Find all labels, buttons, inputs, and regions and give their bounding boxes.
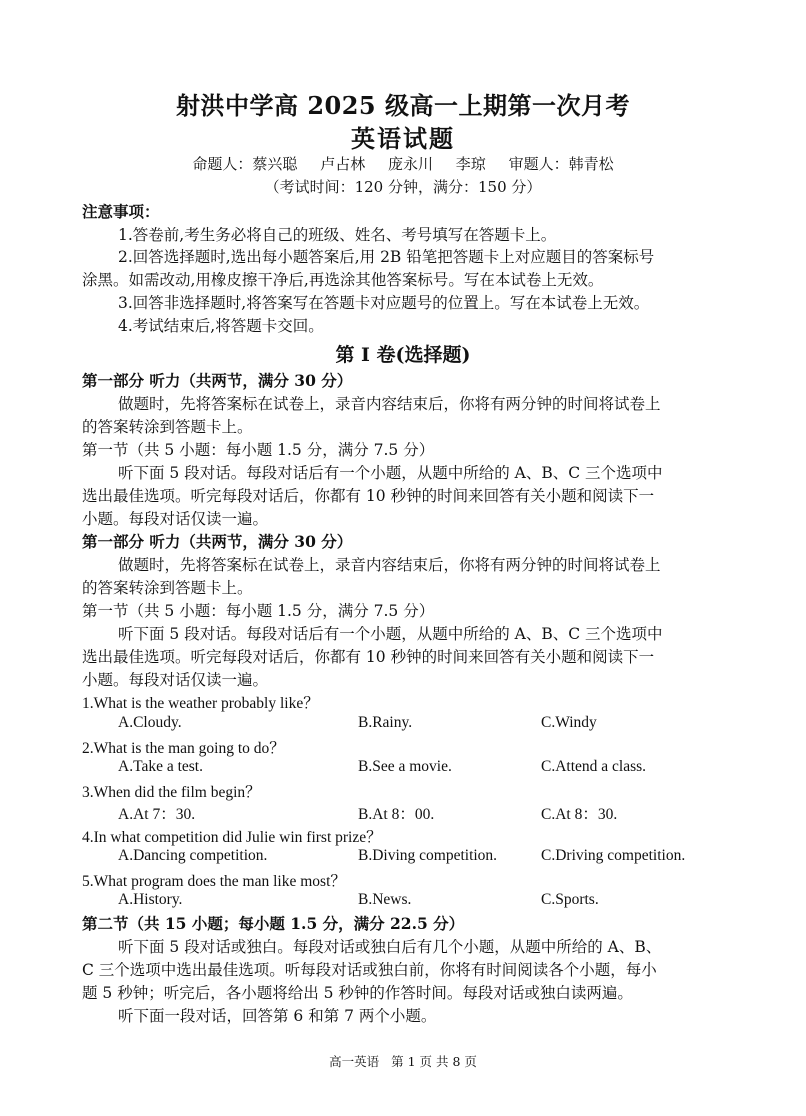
author-2: 卢占林: [320, 155, 366, 173]
question-4: 4.In what competition did Julie win first prize？: [82, 829, 382, 846]
option-a: A.History.: [118, 891, 183, 908]
option-b: B.News.: [358, 891, 412, 908]
option-a: A.Dancing competition.: [118, 847, 268, 864]
option-a: A.Take a test.: [118, 758, 203, 775]
section-desc: 小题。每段对话仅读一遍。: [82, 510, 269, 528]
section-desc: 题 5 秒钟；听完后，各小题将给出 5 秒钟的作答时间。每段对话或独白读两遍。: [82, 984, 633, 1002]
option-b: B.Diving competition.: [358, 847, 498, 864]
option-c: C.Windy: [541, 714, 597, 731]
option-b: B.At 8：00.: [358, 806, 435, 823]
option-a: A.Cloudy.: [118, 714, 182, 731]
exam-title: 射洪中学高 2025 级高一上期第一次月考: [175, 91, 630, 120]
footer-page-number: 第 1 页 共 8 页: [391, 1054, 477, 1069]
exam-time: （考试时间：120 分钟，满分：150 分）: [264, 178, 542, 196]
section-desc: 听下面 5 段对话。每段对话后有一个小题，从题中所给的 A、B、C 三个选项中: [118, 625, 663, 643]
question-1: 1.What is the weather probably like？: [82, 695, 319, 712]
author-1: 命题人：蔡兴聪: [192, 155, 298, 173]
note-item: 3.回答非选择题时,将答案写在答题卡对应题号的位置上。写在本试卷上无效。: [118, 294, 650, 312]
section-desc: 选出最佳选项。听完每段对话后，你都有 10 秒钟的时间来回答有关小题和阅读下一: [82, 487, 655, 505]
volume-heading: 第 I 卷(选择题): [335, 344, 471, 366]
notes-heading: 注意事项：: [82, 202, 160, 221]
option-a: A.At 7：30.: [118, 806, 196, 823]
part-desc: 做题时，先将答案标在试卷上，录音内容结束后，你将有两分钟的时间将试卷上: [118, 556, 661, 574]
option-c: C.At 8：30.: [541, 806, 618, 823]
note-item: 4.考试结束后,将答题卡交回。: [118, 317, 324, 335]
section-heading: 第一节（共 5 小题：每小题 1.5 分，满分 7.5 分）: [82, 441, 435, 459]
question-3: 3.When did the film begin？: [82, 784, 261, 801]
part-desc: 的答案转涂到答题卡上。: [82, 579, 253, 597]
section-desc: C 三个选项中选出最佳选项。听每段对话或独白前，你将有时间阅读各个小题，每小: [82, 961, 657, 979]
section-desc: 听下面一段对话，回答第 6 和第 7 两个小题。: [118, 1007, 437, 1025]
note-item: 涂黑。如需改动,用橡皮擦干净后,再选涂其他答案标号。写在本试卷上无效。: [82, 271, 604, 289]
page-footer: [0, 1052, 806, 1070]
section-heading: 第二节（共 15 小题；每小题 1.5 分，满分 22.5 分）: [82, 914, 465, 933]
section-desc: 选出最佳选项。听完每段对话后，你都有 10 秒钟的时间来回答有关小题和阅读下一: [82, 648, 655, 666]
authors-line: [0, 153, 806, 174]
author-3: 庞永川: [387, 155, 433, 173]
option-b: B.Rainy.: [358, 714, 413, 731]
option-c: C.Attend a class.: [541, 758, 647, 775]
question-2: 2.What is the man going to do？: [82, 740, 285, 757]
part-desc: 的答案转涂到答题卡上。: [82, 418, 253, 436]
footer-subject: 高一英语: [329, 1054, 380, 1069]
part-desc: 做题时，先将答案标在试卷上，录音内容结束后，你将有两分钟的时间将试卷上: [118, 395, 661, 413]
note-item: 1.答卷前,考生务必将自己的班级、姓名、考号填写在答题卡上。: [118, 226, 557, 244]
exam-subtitle: 英语试题: [351, 124, 455, 153]
author-4: 李琼: [455, 155, 486, 173]
part-heading: 第一部分 听力（共两节，满分 30 分）: [82, 371, 353, 390]
reviewer: 审题人：韩青松: [508, 155, 614, 173]
note-item: 2.回答选择题时,选出每小题答案后,用 2B 铅笔把答题卡上对应题目的答案标号: [118, 248, 655, 266]
section-desc: 听下面 5 段对话或独白。每段对话或独白后有几个小题，从题中所给的 A、B、: [118, 938, 662, 956]
question-5: 5.What program does the man like most？: [82, 873, 346, 890]
option-c: C.Driving competition.: [541, 847, 686, 864]
option-c: C.Sports.: [541, 891, 599, 908]
section-heading: 第一节（共 5 小题：每小题 1.5 分，满分 7.5 分）: [82, 602, 435, 620]
option-b: B.See a movie.: [358, 758, 452, 775]
part-heading: 第一部分 听力（共两节，满分 30 分）: [82, 532, 353, 551]
section-desc: 小题。每段对话仅读一遍。: [82, 671, 269, 689]
section-desc: 听下面 5 段对话。每段对话后有一个小题，从题中所给的 A、B、C 三个选项中: [118, 464, 663, 482]
